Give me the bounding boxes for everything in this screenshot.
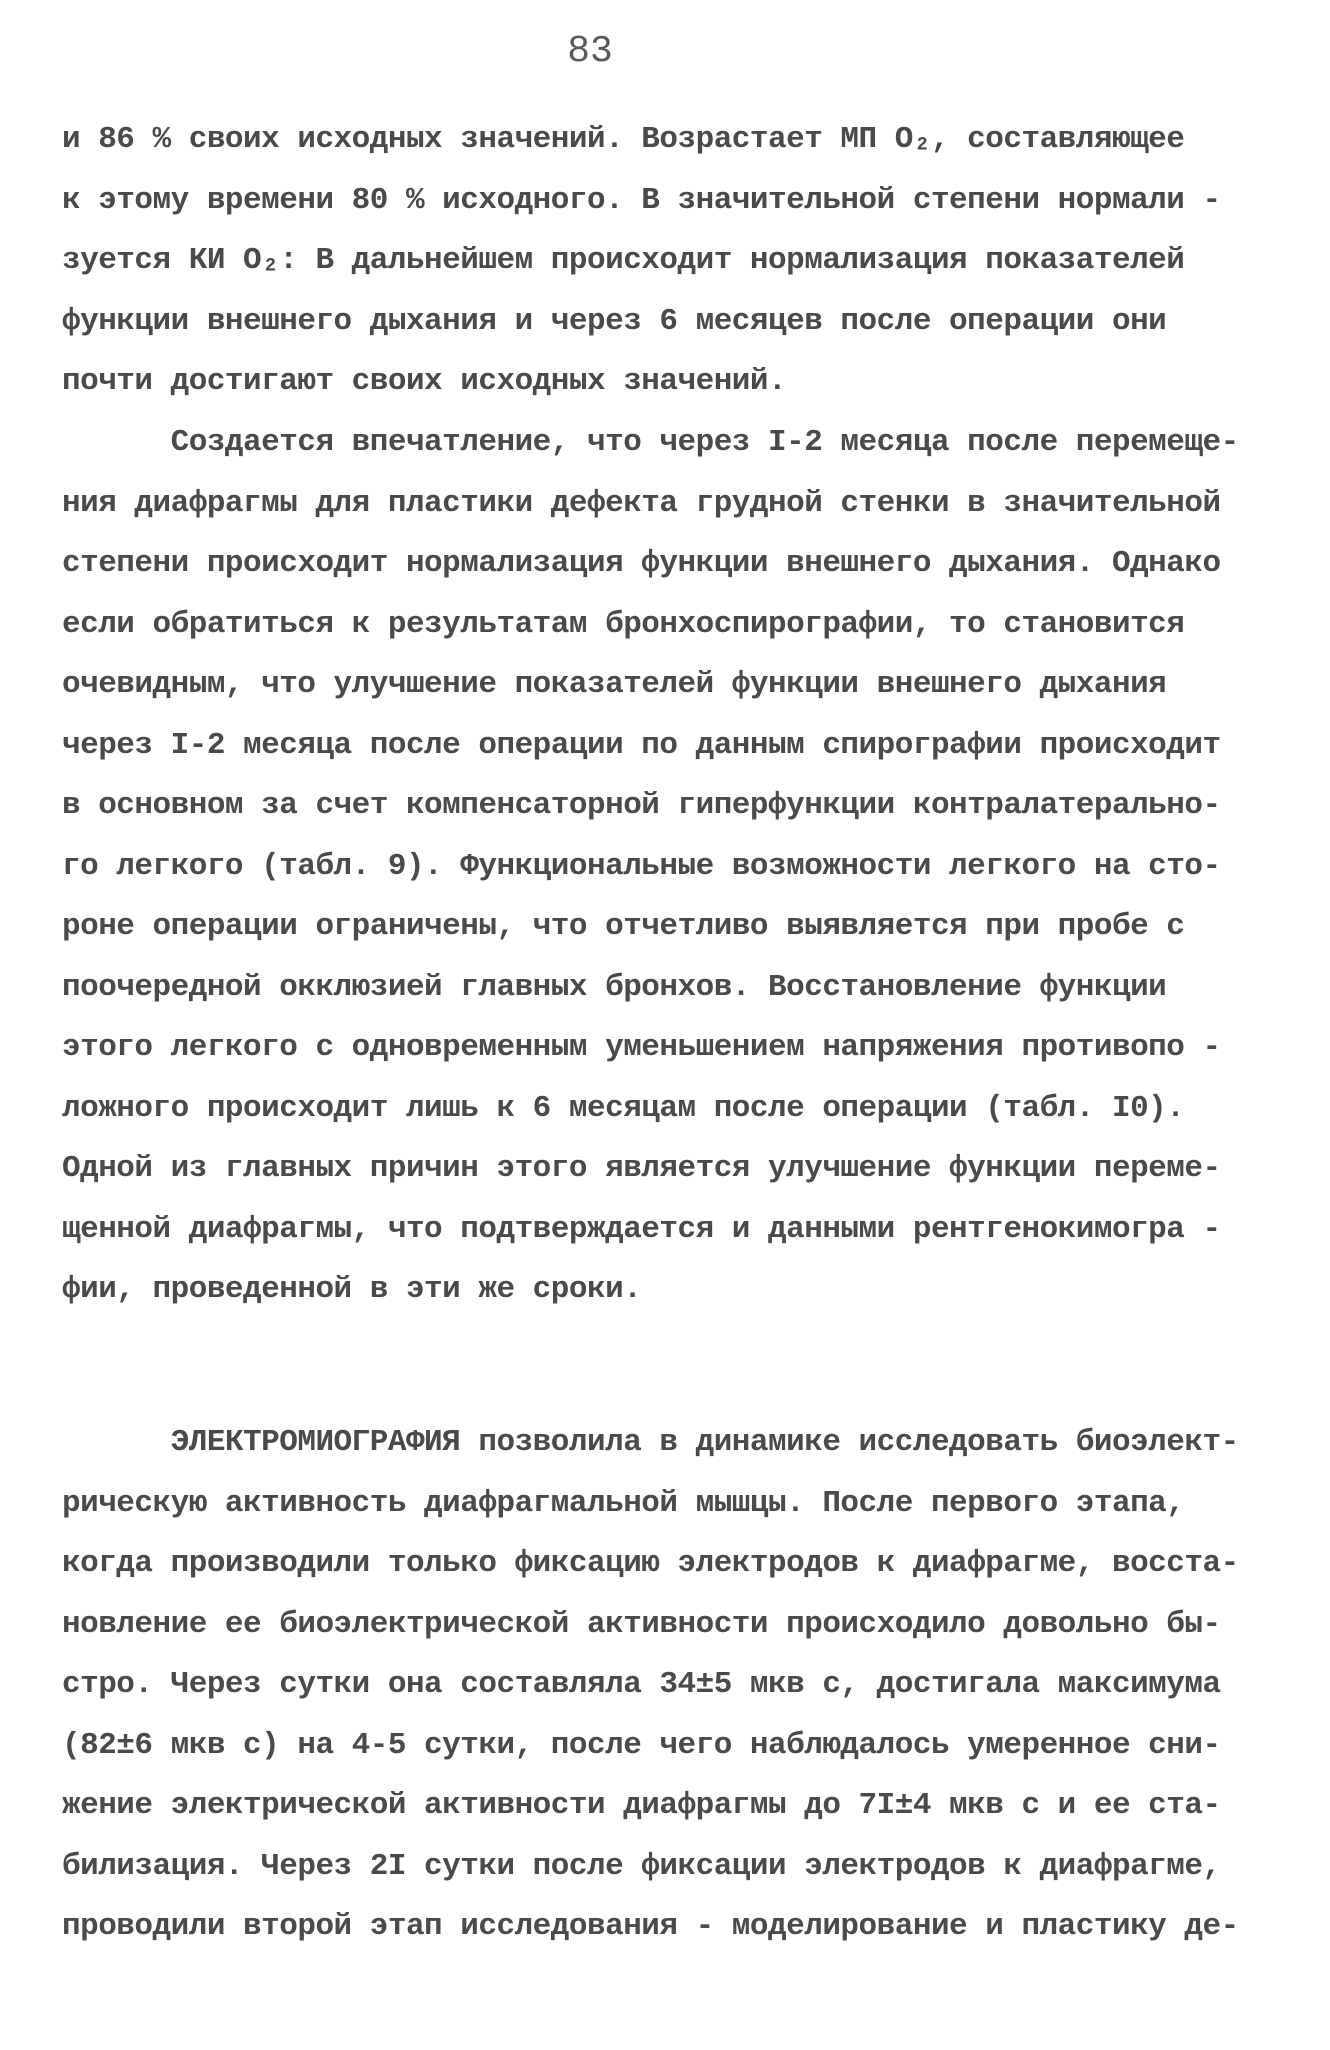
text-line: через I-2 месяца после операции по данным спирографии происходит: [62, 727, 1221, 763]
text-line: почти достигают своих исходных значений.: [62, 364, 787, 399]
text-line: когда производили только фиксацию электродов к диафрагме, восста-: [62, 1546, 1239, 1581]
text-line: фии, проведенной в эти же сроки.: [62, 1272, 642, 1307]
text-line: поочередной окклюзией главных бронхов. Восстановление функции: [62, 969, 1167, 1005]
text-line: если обратиться к результатам бронхоспирографии, то становится: [62, 606, 1185, 642]
text-line: го легкого (табл. 9). Функциональные возможности легкого на сто-: [62, 848, 1221, 884]
text-line: стро. Через сутки она составляла 34±5 мкв с, достигала максимума: [62, 1667, 1221, 1702]
text-line: к этому времени 80 % исходного. В значительной степени нормали -: [62, 182, 1221, 218]
text-line: щенной диафрагмы, что подтверждается и данными рентгенокимогра -: [62, 1211, 1221, 1247]
text-line: Создается впечатление, что через I-2 месяца после перемеще-: [62, 425, 1239, 460]
text-line: новление ее биоэлектрической активности происходило довольно бы-: [62, 1606, 1221, 1642]
text-line: (82±6 мкв с) на 4-5 сутки, после чего наблюдалось умеренное сни-: [62, 1727, 1221, 1763]
text-line: зуется КИ O₂: В дальнейшем происходит нормализация показателей: [62, 243, 1185, 278]
text-line: ния диафрагмы для пластики дефекта грудной стенки в значительной: [62, 485, 1221, 521]
text-line: в основном за счет компенсаторной гиперфункции контралатерально-: [62, 788, 1221, 823]
text-line: ЭЛЕКТРОМИОГРАФИЯ позволила в динамике исследовать биоэлект-: [62, 1425, 1239, 1460]
text-line: рическую активность диафрагмальной мышцы. После первого этапа,: [62, 1485, 1185, 1521]
paragraph-3: [62, 1413, 1262, 1958]
text-line: роне операции ограничены, что отчетливо выявляется при пробе с: [62, 909, 1185, 944]
text-line: степени происходит нормализация функции внешнего дыхания. Однако: [62, 546, 1221, 581]
text-line: проводили второй этап исследования - моделирование и пластику де-: [62, 1909, 1239, 1944]
text-line: билизация. Через 2I сутки после фиксации электродов к диафрагме,: [62, 1848, 1221, 1884]
paragraph-2: [62, 413, 1262, 1321]
paragraph-1: [62, 110, 1262, 413]
text-line: Одной из главных причин этого является улучшение функции переме-: [62, 1151, 1221, 1186]
text-line: ложного происходит лишь к 6 месяцам после операции (табл. I0).: [62, 1090, 1185, 1126]
text-line: функции внешнего дыхания и через 6 месяцев после операции они: [62, 303, 1167, 339]
text-line: очевидным, что улучшение показателей функции внешнего дыхания: [62, 667, 1167, 702]
text-line: жение электрической активности диафрагмы до 7I±4 мкв с и ее ста-: [62, 1788, 1221, 1823]
page-number: 83: [567, 30, 613, 73]
text-line: этого легкого с одновременным уменьшением напряжения противопо -: [62, 1030, 1221, 1065]
text-line: и 86 % своих исходных значений. Возрастает МП O₂, составляющее: [62, 122, 1185, 157]
